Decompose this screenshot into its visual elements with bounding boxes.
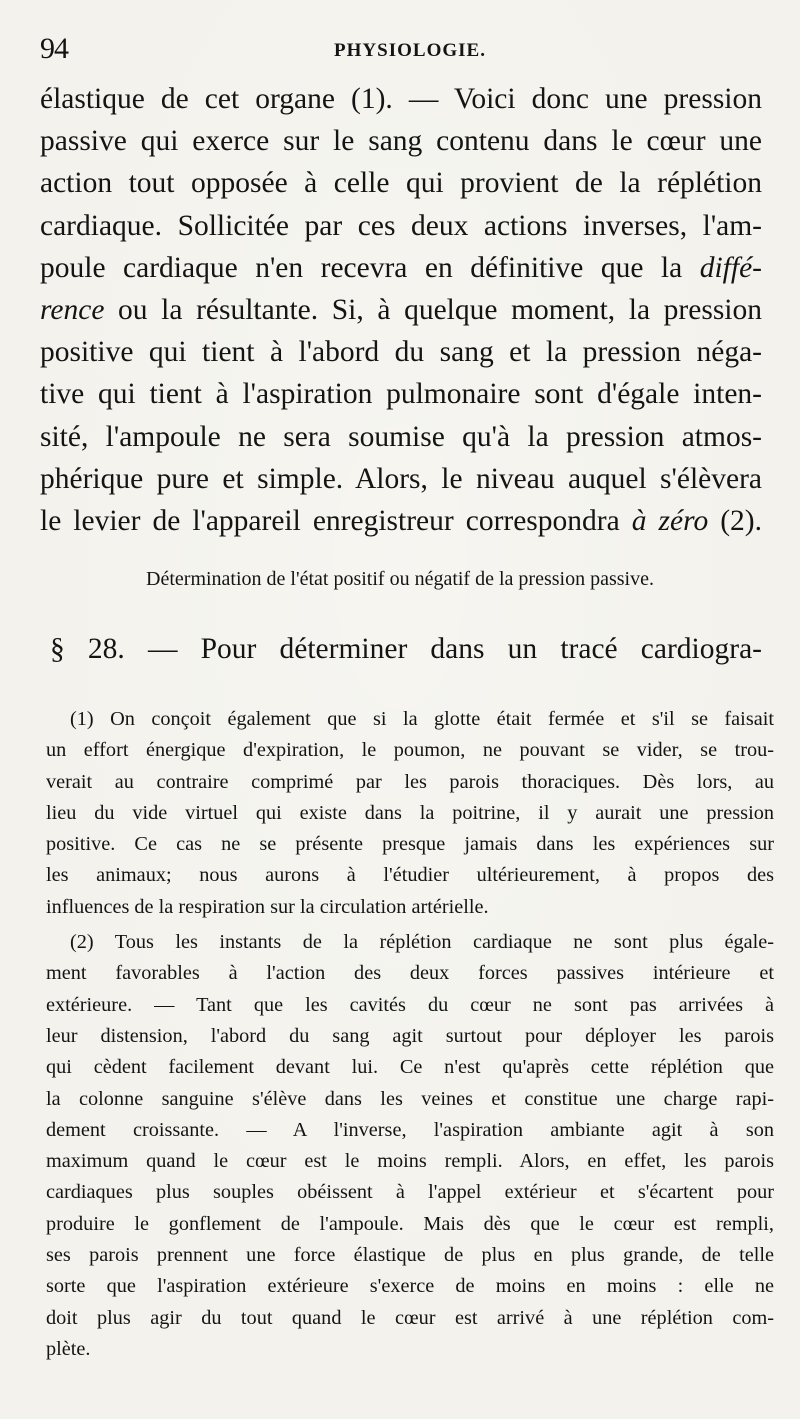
text-line-with-italic <box>40 247 762 289</box>
footnote-line: extérieure. — Tant que les cavités du cœur ne sont pas arrivées à <box>46 993 774 1016</box>
footnote-line: (2) Tous les instants de la réplétion cardiaque ne sont plus égale- <box>70 931 774 954</box>
footnote-line: doit plus agir du tout quand le cœur est arrivé à une réplétion com- <box>46 1306 774 1329</box>
italic-word: rence <box>40 293 105 326</box>
footnote-line: sorte que l'aspiration extérieure s'exerce de moins en moins : elle ne <box>46 1275 774 1298</box>
section-paragraph <box>40 628 762 670</box>
main-paragraph <box>40 78 762 542</box>
footnote-2 <box>46 927 774 1365</box>
footnote-line: un effort énergique d'expiration, le poumon, ne pouvant se vider, se trou- <box>46 739 774 762</box>
footnote-1 <box>46 704 774 923</box>
section-heading: Détermination de l'état positif ou négatif de la pression passive. <box>146 568 654 590</box>
text-segment: le levier de l'appareil enregistreur correspondra <box>40 504 620 537</box>
footnote-line: ment favorables à l'action des deux forces passives intérieure et <box>46 962 774 985</box>
text-line: élastique de cet organe (1). — Voici donc une pression <box>40 83 762 115</box>
text-segment: ou la résultante. Si, à quelque moment, la pression <box>118 293 762 326</box>
running-title: PHYSIOLOGIE. <box>334 40 486 61</box>
footnote-line: influences de la respiration sur la circulation artérielle. <box>46 895 489 918</box>
text-line: phérique pure et simple. Alors, le niveau auquel s'élèvera <box>40 462 762 495</box>
footnote-line: dement croissante. — A l'inverse, l'aspiration ambiante agit à son <box>46 1118 774 1141</box>
footnote-line: (1) On conçoit également que si la glotte était fermée et s'il se faisait <box>70 708 774 730</box>
text-line: action tout opposée à celle qui provient de la réplétion <box>40 167 762 200</box>
text-line: § 28. — Pour déterminer dans un tracé cardiogra- <box>50 633 762 665</box>
page-number: 94 <box>40 32 68 65</box>
footnote-line: positive. Ce cas ne se présente presque jamais dans les expériences sur <box>46 833 774 856</box>
running-head <box>40 30 760 70</box>
text-line: passive qui exerce sur le sang contenu dans le cœur une <box>40 125 762 158</box>
text-line: cardiaque. Sollicitée par ces deux actions inverses, l'am- <box>40 209 762 242</box>
footnotes <box>46 704 774 1369</box>
footnote-line: lieu du vide virtuel qui existe dans la poitrine, il y aurait une pression <box>46 801 774 824</box>
text-line: positive qui tient à l'abord du sang et la pression néga- <box>40 336 762 369</box>
footnote-line: plète. <box>46 1337 91 1360</box>
text-line-with-italic <box>40 289 762 331</box>
footnote-line: la colonne sanguine s'élève dans les veines et constitue une charge rapi- <box>46 1087 774 1110</box>
italic-word: diffé- <box>699 251 762 284</box>
footnote-line: cardiaques plus souples obéissent à l'appel extérieur et s'écartent pour <box>46 1181 774 1204</box>
footnote-line: les animaux; nous aurons à l'étudier ultérieurement, à propos des <box>46 864 774 887</box>
footnote-line: produire le gonflement de l'ampoule. Mais dès que le cœur est rempli, <box>46 1212 774 1235</box>
text-line: tive qui tient à l'aspiration pulmonaire sont d'égale inten- <box>40 378 762 411</box>
text-line: sité, l'ampoule ne sera soumise qu'à la pression atmos- <box>40 420 762 453</box>
footnote-line: qui cèdent facilement devant lui. Ce n'est qu'après cette réplétion que <box>46 1056 774 1079</box>
footnote-line: leur distension, l'abord du sang agit surtout pour déployer les parois <box>46 1024 774 1047</box>
text-line-with-italic <box>40 500 762 542</box>
footnote-line: maximum quand le cœur est le moins rempli. Alors, en effet, les parois <box>46 1150 774 1173</box>
footnote-line: ses parois prennent une force élastique de plus en plus grande, de telle <box>46 1244 774 1267</box>
footnote-line: verait au contraire comprimé par les parois thoraciques. Dès lors, au <box>46 770 774 793</box>
text-segment: poule cardiaque n'en recevra en définitive que la <box>40 251 683 284</box>
italic-word: à zéro <box>631 504 709 537</box>
footnote-ref: (2). <box>708 504 763 537</box>
